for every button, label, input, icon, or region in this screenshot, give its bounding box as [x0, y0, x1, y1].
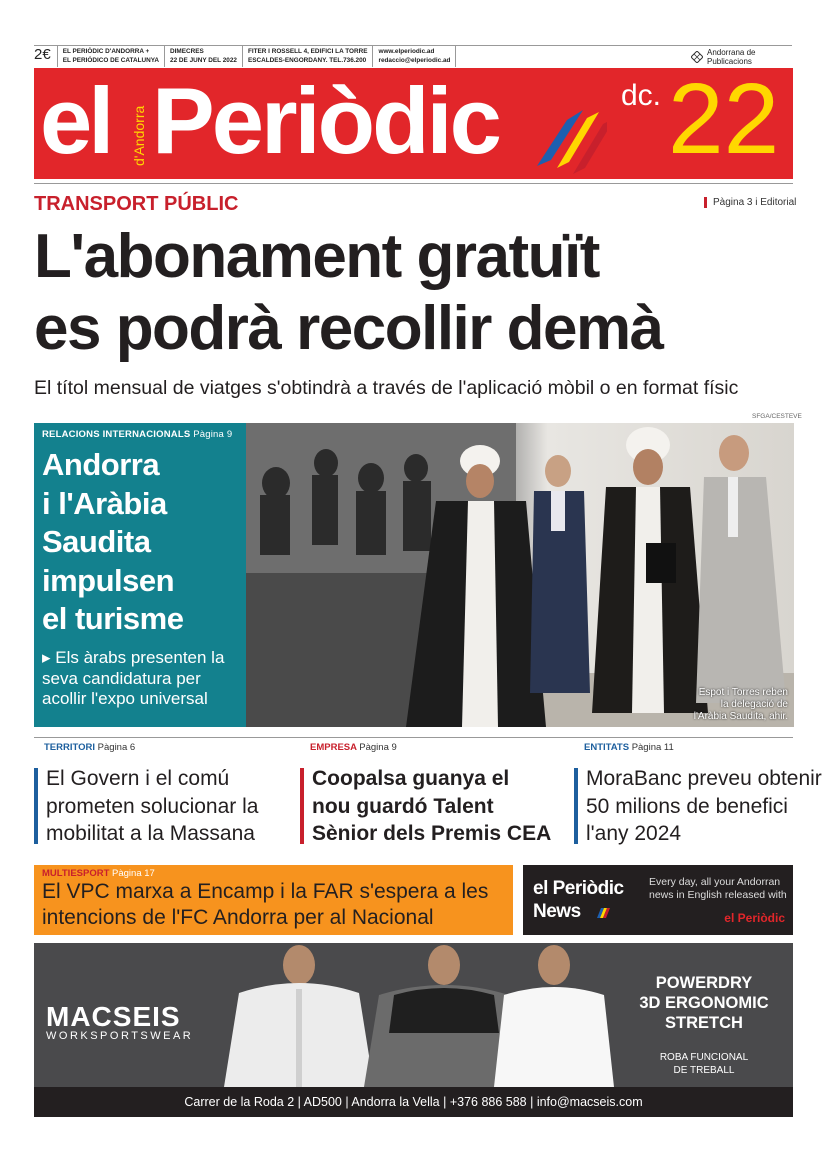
claim-line: STRETCH	[665, 1014, 743, 1032]
multisport-text: El VPC marxa a Encamp i la FAR s'espera a les intencions de l'FC Andorra per al Nacional	[42, 880, 489, 929]
feature-subtitle: ▸ Els àrabs presenten la seva candidatura per acollir l'expo universal	[42, 648, 225, 708]
section-name: MULTIESPORT	[42, 868, 110, 879]
andorra-flag-stripes-icon	[596, 906, 610, 920]
multisport-strip[interactable]	[34, 865, 513, 935]
date-line: DIMECRES	[170, 48, 204, 55]
page-number: Pàgina 17	[112, 868, 155, 879]
feature-title	[42, 446, 238, 639]
divider	[34, 183, 793, 184]
macseis-logo: MACSEIS	[46, 1001, 181, 1032]
caption-line: Espot i Torres reben	[698, 687, 788, 698]
lead-headline	[34, 221, 794, 365]
publisher-line: EL PERIÒDIC D'ANDORRA +	[62, 48, 150, 55]
headline-line: es podrà recollir demà	[34, 294, 663, 363]
diamond-grid-icon	[691, 51, 703, 63]
issue-date	[165, 46, 243, 67]
top-info-bar	[34, 45, 792, 67]
feature-photo	[246, 423, 794, 727]
photo-credit: SFGA/CESTEVE	[752, 413, 802, 420]
divider	[34, 737, 793, 738]
brief-text: El Govern i el comú prometen solucionar la mobilitat a la Massana	[46, 767, 259, 845]
address-line: FITER I ROSSELL 4, EDIFICI LA TORRE	[247, 48, 368, 55]
news-brief-territori[interactable]	[34, 742, 279, 852]
brief-text: Coopalsa guanya el nou guardó Talent Sènior dels Premis CEA	[312, 767, 552, 845]
title-line: el turisme	[42, 601, 184, 636]
section-name: TERRITORI	[44, 742, 96, 753]
macseis-logo-sub: WORKSPORTSWEAR	[46, 1030, 194, 1042]
accent-bar	[574, 768, 578, 844]
publisher-group	[686, 46, 792, 67]
title-line: Saudita	[42, 524, 151, 559]
page-number: Pàgina 9	[193, 429, 233, 440]
publisher-group-name: Andorrana de Publicacions	[707, 47, 756, 66]
day-number: 22	[668, 68, 780, 175]
claim-line: 3D ERGONOMIC	[639, 994, 769, 1012]
publisher-line: EL PERIÓDICO DE CATALUNYA	[62, 56, 160, 64]
title-line: i l'Aràbia	[42, 485, 167, 521]
page-number: Pàgina 6	[97, 742, 136, 753]
masthead-periodic: Periòdic	[152, 68, 499, 173]
brief-tag	[574, 742, 819, 753]
address-line: ESCALDES-ENGORDANY. TEL.736.200	[247, 56, 367, 64]
brief-tag	[300, 742, 545, 753]
page-number: Pàgina 9	[359, 742, 397, 753]
promo-blurb: Every day, all your Andorran news in English released with	[649, 876, 787, 901]
delegation-photo	[246, 423, 794, 727]
page-number: Pàgina 11	[631, 742, 674, 753]
promo-subtitle: News	[533, 901, 581, 922]
caption-line: l'Aràbia Saudita, ahir.	[693, 711, 788, 722]
date-line: 22 DE JUNY DEL 2022	[170, 56, 237, 64]
email-link[interactable]: redaccio@elperiodic.ad	[378, 56, 451, 64]
headline-line: L'abonament gratuït	[34, 222, 599, 291]
feature-section-tag	[42, 429, 238, 440]
photo-caption	[694, 687, 788, 723]
news-brief-entitats[interactable]	[574, 742, 822, 852]
web-contact	[373, 46, 456, 67]
brief-text: MoraBanc preveu obtenir 50 milions de benefici l'any 2024	[586, 767, 822, 845]
news-english-promo[interactable]	[523, 865, 793, 935]
masthead-el: el	[40, 68, 111, 173]
publisher-info	[58, 46, 165, 67]
price: 2€	[34, 46, 58, 67]
ad-contact-bar: Carrer de la Roda 2 | AD500 | Andorra la Vella | +376 886 588 | info@macseis.com	[34, 1087, 793, 1117]
title-line: impulsen	[42, 562, 175, 598]
masthead-dandorra: d'Andorra	[131, 105, 147, 166]
accent-bar	[34, 768, 38, 844]
caption-line: la delegació de	[720, 699, 788, 710]
section-name: EMPRESA	[310, 742, 357, 753]
spacer	[456, 46, 686, 67]
masthead	[34, 68, 793, 179]
address	[243, 46, 374, 67]
promo-brand: el Periòdic	[724, 911, 785, 925]
section-name: RELACIONS INTERNACIONALS	[42, 429, 191, 440]
lead-subhead: El títol mensual de viatges s'obtindrà a través de l'aplicació mòbil o en format físic	[34, 377, 739, 399]
lead-kicker: TRANSPORT PÚBLIC	[34, 193, 239, 215]
feature-box	[34, 423, 246, 727]
weekday: dc.	[621, 79, 662, 112]
news-brief-empresa[interactable]	[300, 742, 552, 852]
brief-tag	[34, 742, 279, 753]
ad-claim	[624, 973, 784, 1033]
advertisement[interactable]	[34, 943, 793, 1117]
section-name: ENTITATS	[584, 742, 630, 753]
lead-page-ref: Pàgina 3 i Editorial	[704, 197, 796, 208]
promo-title: el Periòdic	[533, 878, 624, 899]
claim-line: POWERDRY	[655, 974, 753, 992]
claim-line: DE TREBALL	[673, 1065, 735, 1076]
andorra-flag-stripes-icon	[537, 104, 607, 174]
multisport-tag	[42, 868, 505, 879]
website-link[interactable]: www.elperiodic.ad	[378, 48, 435, 55]
accent-bar	[300, 768, 304, 844]
title-line: Andorra	[42, 447, 160, 482]
claim-line: ROBA FUNCIONAL	[659, 1052, 749, 1063]
ad-claim-secondary	[624, 1051, 784, 1077]
